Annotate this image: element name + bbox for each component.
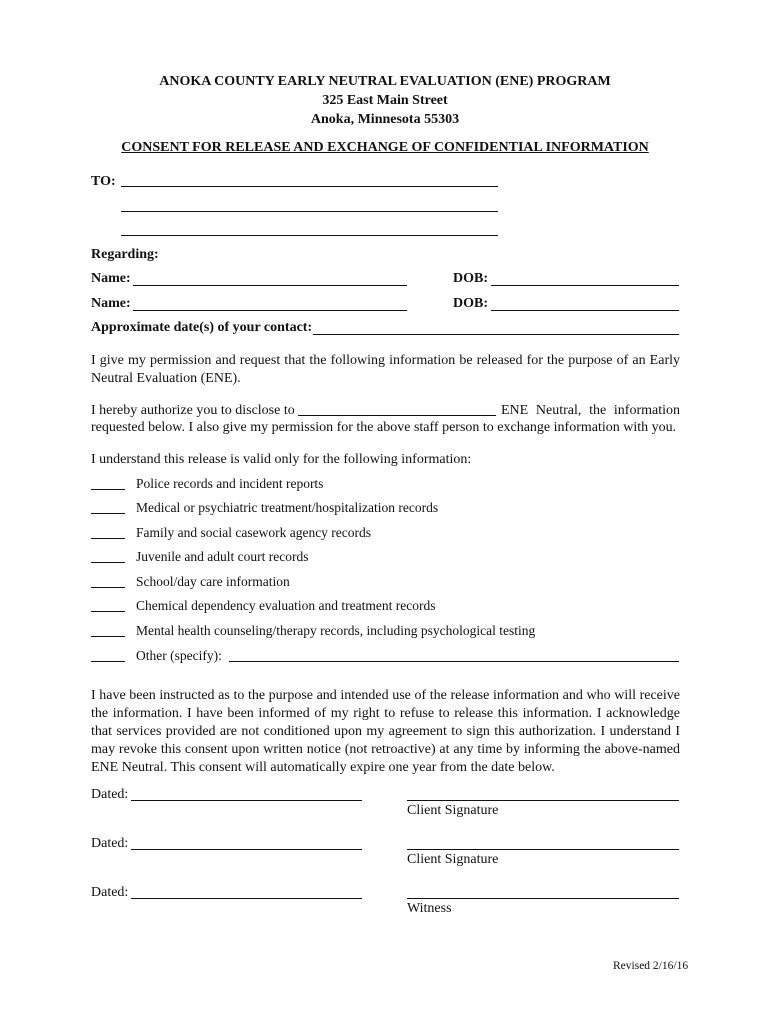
name-label-2: Name: (91, 296, 131, 311)
client-signature-line-2[interactable] (407, 849, 679, 850)
item-check-line[interactable] (91, 611, 125, 612)
witness-signature-line[interactable] (407, 898, 679, 899)
authorize-text-start: I hereby authorize you to disclose to (91, 403, 295, 418)
to-line-3[interactable] (121, 235, 498, 236)
program-street: 325 East Main Street (322, 93, 448, 108)
authorize-text-line2: requested below. I also give my permission for the above staff person to exchange information with you. (91, 420, 677, 435)
item-check-line[interactable] (91, 587, 125, 588)
info-item: Chemical dependency evaluation and treatment records (136, 598, 436, 613)
info-item: Juvenile and adult court records (136, 549, 309, 564)
dob-field-1[interactable] (491, 285, 679, 286)
to-line-2[interactable] (121, 211, 498, 212)
info-item: Family and social casework agency records (136, 525, 372, 540)
item-check-line[interactable] (91, 489, 125, 490)
revised-date: Revised 2/16/16 (613, 960, 689, 972)
item-check-line[interactable] (91, 538, 125, 539)
to-label: TO: (91, 174, 116, 189)
permission-paragraph: I give my permission and request that the following information be released for the purpose of an Early Neutral Evaluation (ENE). (91, 353, 680, 386)
dated-field-1[interactable] (131, 800, 362, 801)
dated-label-3: Dated: (91, 885, 129, 900)
authorize-disclose-to-field[interactable] (298, 415, 496, 416)
other-specify-field[interactable] (229, 661, 679, 662)
to-line-1[interactable] (121, 186, 498, 187)
name-label-1: Name: (91, 271, 131, 286)
program-name: ANOKA COUNTY EARLY NEUTRAL EVALUATION (ENE) PROGRAM (159, 74, 611, 89)
item-check-line[interactable] (91, 562, 125, 563)
form-title: CONSENT FOR RELEASE AND EXCHANGE OF CONFIDENTIAL INFORMATION (121, 140, 649, 155)
contact-date-field[interactable] (313, 334, 679, 335)
client-signature-label-1: Client Signature (407, 803, 499, 818)
info-item: School/day care information (136, 574, 290, 589)
client-signature-line-1[interactable] (407, 800, 679, 801)
name-field-1[interactable] (133, 285, 407, 286)
info-item: Police records and incident reports (136, 476, 324, 491)
contact-date-label: Approximate date(s) of your contact: (91, 320, 313, 335)
info-item-other: Other (specify): (136, 648, 222, 663)
dob-field-2[interactable] (491, 310, 679, 311)
info-item: Mental health counseling/therapy records, including psychological testing (136, 623, 536, 638)
witness-label: Witness (407, 901, 452, 916)
info-item: Medical or psychiatric treatment/hospitalization records (136, 500, 439, 515)
program-city: Anoka, Minnesota 55303 (310, 112, 460, 127)
name-field-2[interactable] (133, 310, 407, 311)
dated-field-2[interactable] (131, 849, 362, 850)
understand-paragraph: I understand this release is valid only for the following information: (91, 452, 472, 467)
instructed-paragraph: I have been instructed as to the purpose and intended use of the release information and who will receive the information. I have been informed of my right to refuse to release this information. I acknowledge that services provided are not conditioned upon my agreement to sign this authorization. I understand I may revoke this consent upon written notice (not retroactive) at any time by informing the above-named ENE Neutral. This consent will automatically expire one year from the date below. (91, 688, 680, 775)
item-check-line[interactable] (91, 636, 125, 637)
client-signature-label-2: Client Signature (407, 852, 499, 867)
dated-field-3[interactable] (131, 898, 362, 899)
item-check-line[interactable] (91, 661, 125, 662)
dated-label-1: Dated: (91, 787, 129, 802)
authorize-text-end: ENE Neutral, the information (501, 403, 680, 418)
dob-label-2: DOB: (453, 296, 488, 311)
dated-label-2: Dated: (91, 836, 129, 851)
dob-label-1: DOB: (453, 271, 488, 286)
item-check-line[interactable] (91, 513, 125, 514)
regarding-label: Regarding: (91, 247, 159, 262)
